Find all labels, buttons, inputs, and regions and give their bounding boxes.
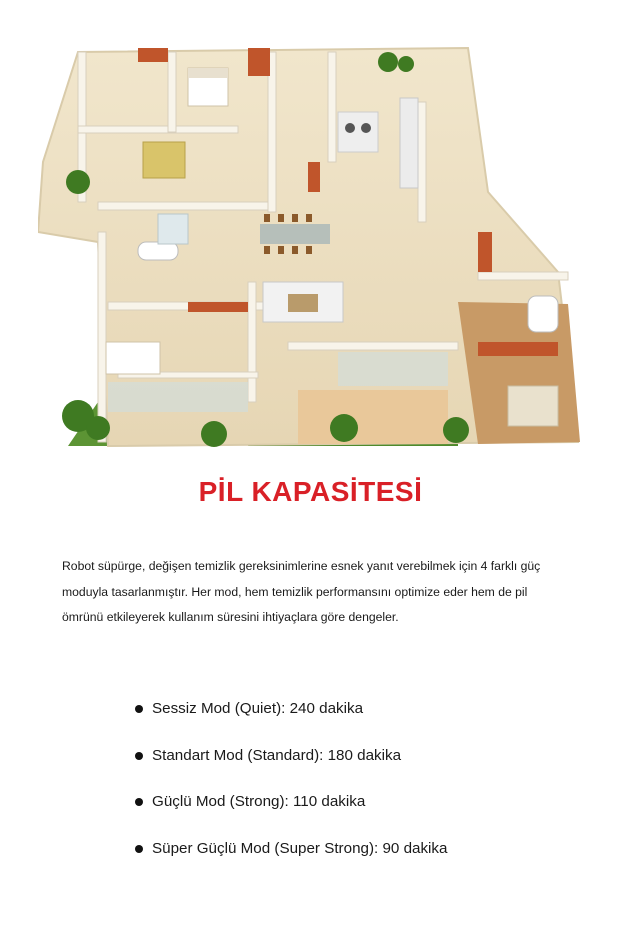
mode-label: Süper Güçlü Mod (Super Strong): 90 dakika [152,840,448,858]
bullet-icon [135,798,143,806]
bullet-icon [135,845,143,853]
page-title: PİL KAPASİTESİ [198,476,423,507]
list-item [134,693,447,740]
mode-label: Standart Mod (Standard): 180 dakika [152,746,402,764]
mode-label: Sessiz Mod (Quiet): 240 dakika [152,700,364,717]
power-mode-list [134,693,447,880]
list-item [134,833,447,880]
list-item [134,786,447,833]
floor-plan-illustration [38,42,586,450]
mode-label: Güçlü Mod (Strong): 110 dakika [152,793,366,811]
bullet-icon [135,752,143,760]
living-sofa [263,282,343,322]
list-item [134,740,447,787]
bullet-icon [135,705,143,713]
description-paragraph: Robot süpürge, değişen temizlik gereksinimlerine esnek yanıt verebilmek için 4 farklı güç moduyla tasarlanmıştır. Her mod, hem temizlik performansını optimize eder hem de pil ömrünü etkileyerek kullanım süresini ihtiyaçlara göre dengeler. [62,559,541,624]
